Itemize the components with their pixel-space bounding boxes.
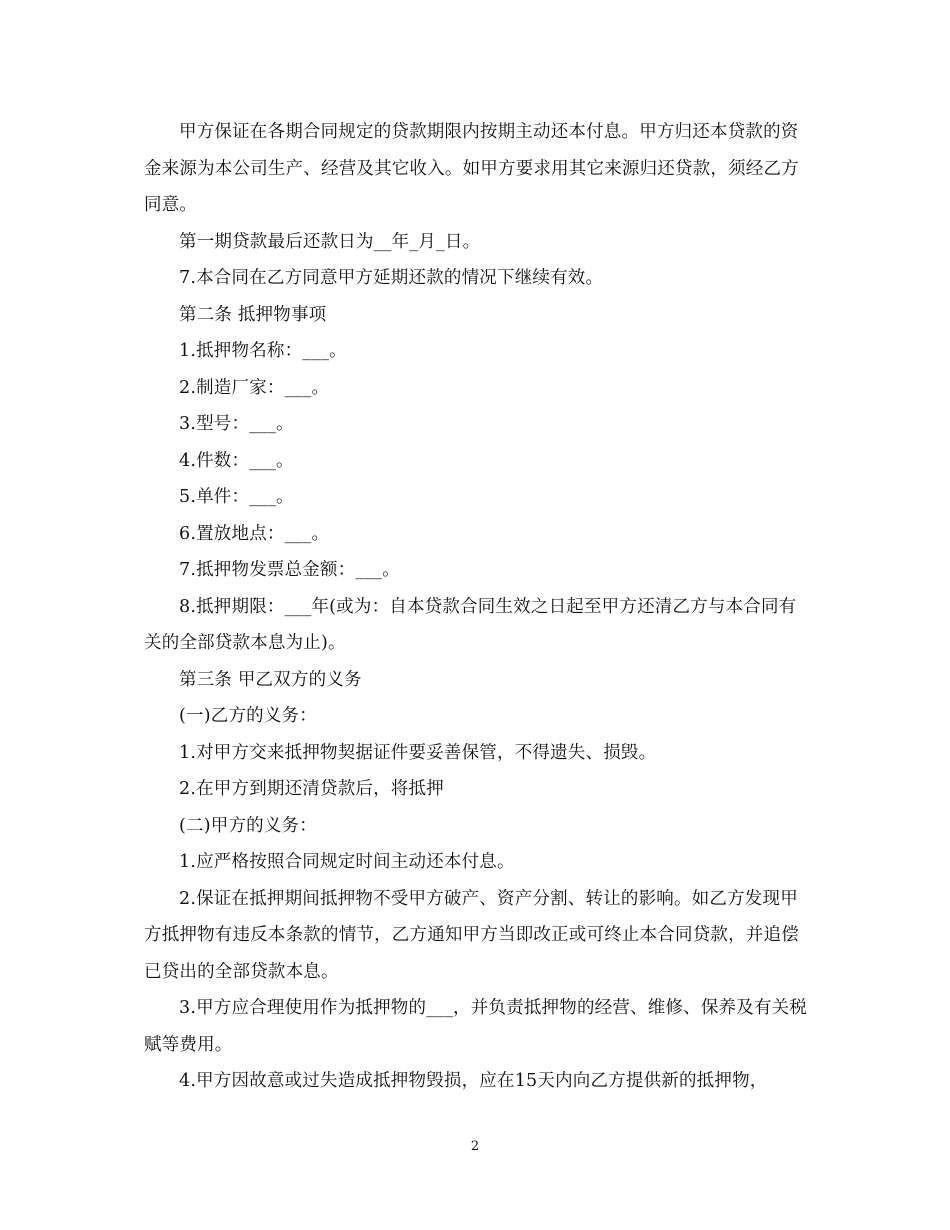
subheading-party-a-obligations: (二)甲方的义务： [179,815,317,836]
party-a-obligation-3: 3.甲方应合理使用作为抵押物的___，并负责抵押物的经营、维修、保养及有关税赋等费用。 [144,998,808,1055]
party-a-obligation-4: 4.甲方因故意或过失造成抵押物毁损，应在15天内向乙方提供新的抵押物， [179,1071,768,1091]
document-body [144,114,810,1100]
collateral-model: 3.型号：___。 [179,414,294,434]
collateral-term: 8.抵押期限：___年(或为：自本贷款合同生效之日起至甲方还清乙方与本合同有关的全部贷款本息为止)。 [144,596,797,653]
party-b-obligation-2: 2.在甲方到期还清贷款后，将抵押 [179,779,444,799]
collateral-location: 6.置放地点：___。 [179,523,330,544]
party-a-obligation-2: 2.保证在抵押期间抵押物不受甲方破产、资产分割、转让的影响。如乙方发现甲方抵押物有违反本条款的情节，乙方通知甲方当即改正或可终止本合同贷款，并追偿已贷出的全部贷款本息。 [144,888,799,982]
collateral-invoice-amount: 7.抵押物发票总金额：___。 [179,560,400,580]
collateral-quantity: 4.件数：___。 [179,450,294,471]
section-heading-obligations: 第三条 甲乙双方的义务 [179,669,362,690]
party-a-obligation-1: 1.应严格按照合同规定时间主动还本付息。 [179,852,515,872]
paragraph-extension-validity: 7.本合同在乙方同意甲方延期还款的情况下继续有效。 [179,268,604,288]
collateral-name: 1.抵押物名称：___。 [179,341,347,361]
page-number: 2 [470,1139,480,1154]
paragraph-first-repayment-date: 第一期贷款最后还款日为__年_月_日。 [179,231,481,252]
collateral-unit: 5.单件：___。 [179,487,294,507]
paragraph-repayment-guarantee: 甲方保证在各期合同规定的贷款期限内按期主动还本付息。甲方归还本贷款的资金来源为本公司生产、经营及其它收入。如甲方要求用其它来源归还贷款，须经乙方同意。 [144,122,799,215]
subheading-party-b-obligations: (一)乙方的义务： [179,706,317,726]
section-heading-collateral: 第二条 抵押物事项 [179,304,327,325]
party-b-obligation-1: 1.对甲方交来抵押物契据证件要妥善保管，不得遗失、损毁。 [179,742,657,763]
collateral-manufacturer: 2.制造厂家：___。 [179,377,330,398]
